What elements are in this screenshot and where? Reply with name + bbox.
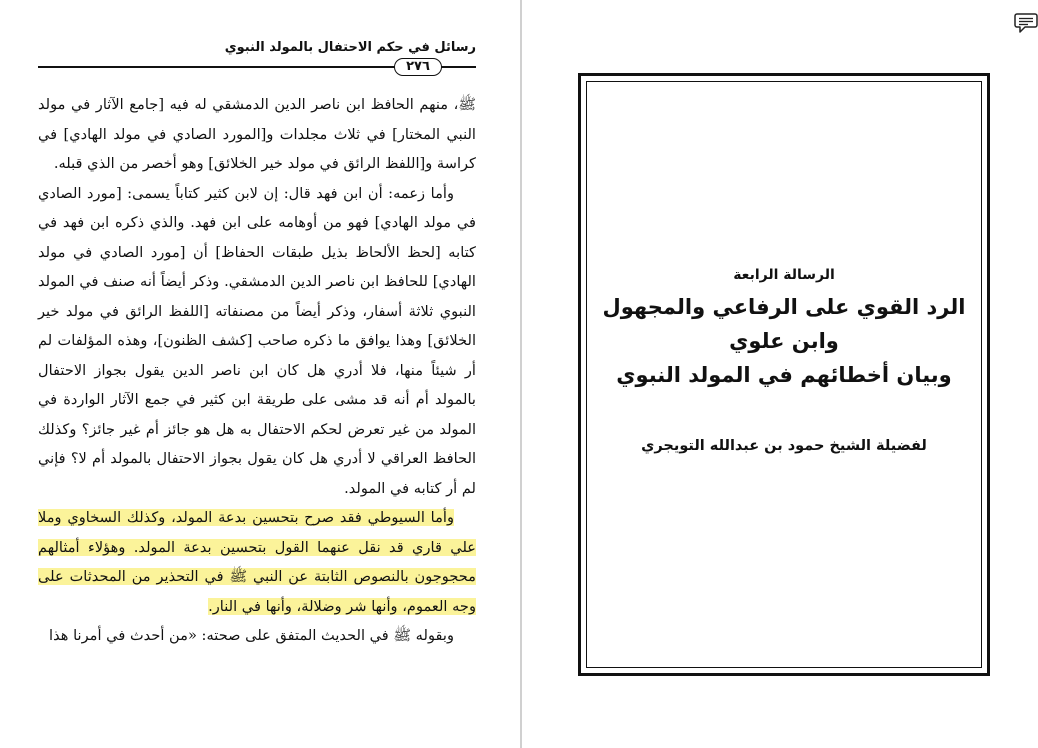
body-text [38, 90, 476, 651]
highlighted-paragraph [38, 503, 476, 621]
title-block [600, 262, 968, 458]
comment-icon[interactable] [1014, 12, 1038, 34]
title-line: الرد القوي على الرفاعي والمجهول وابن علوي [602, 295, 966, 353]
paragraph: وأما زعمه: أن ابن فهد قال: إن لابن كثير كتاباً يسمى: [مورد الصادي في مولد الهادي] فهو من أوهامه على ابن فهد. والذي ذكره ابن فهد في كتابه [لحظ الألحاظ بذيل طبقات الحفاظ] أن [مورد الصادي في مولد الهادي] للحافظ ابن ناصر الدين الدمشقي. وذكر أيضاً أنه صنف في المولد النبوي ثلاثة أسفار، وذكر أيضاً من مصنفاته [اللفظ الرائق في مولد خير الخلائق] وهذا يوافق ما ذكره صاحب [كشف الظنون]، وهذه المؤلفات لم أر شيئاً منها، فلا أدري هل كان ابن ناصر الدين يقول بجواز الاحتفال بالمولد أم أنه قد مشى على طريقة ابن كثير في جمع الآثار الواردة في المولد من غير تعرض لحكم الاحتفال به هل هو جائز أم غير جائز؟ وكذلك الحافظ العراقي لا أدري هل كان يقول بجواز الاحتفال بالمولد أم لا؟ فإني لم أر كتابه في المولد. [38, 184, 476, 497]
running-header: رسائل في حكم الاحتفال بالمولد النبوي [224, 40, 476, 55]
paragraph: ﷺ، منهم الحافظ ابن ناصر الدين الدمشقي له فيه [جامع الآثار في مولد النبي المختار] في ثلاث مجلدات و[المورد الصادي في مولد الهادي] في كراسة و[اللفظ الرائق في مولد خير الخلائق] وهو أخصر من الذي قبله. [38, 96, 476, 172]
highlight[interactable]: وأما السيوطي فقد صرح بتحسين بدعة المولد، وكذلك السخاوي وملا علي قاري قد نقل عنهما القول بتحسين بدعة المولد. وهؤلاء أمثالهم محجوجون بالنصوص الثابتة عن النبي ﷺ في التحذير من المحدثات على وجه العموم، وأنها شر وضلالة، وأنها في النار. [38, 509, 476, 615]
title-line: وبيان أخطائهم في المولد النبوي [616, 363, 952, 387]
page-number: ٢٧٦ [394, 58, 442, 76]
author-line: لفضيلة الشيخ حمود بن عبدالله التويجري [641, 438, 927, 454]
main-title [600, 290, 968, 392]
epistle-label: الرسالة الرابعة [733, 267, 835, 283]
paragraph: وبقوله ﷺ في الحديث المتفق على صحته: «من أحدث في أمرنا هذا [49, 627, 454, 644]
